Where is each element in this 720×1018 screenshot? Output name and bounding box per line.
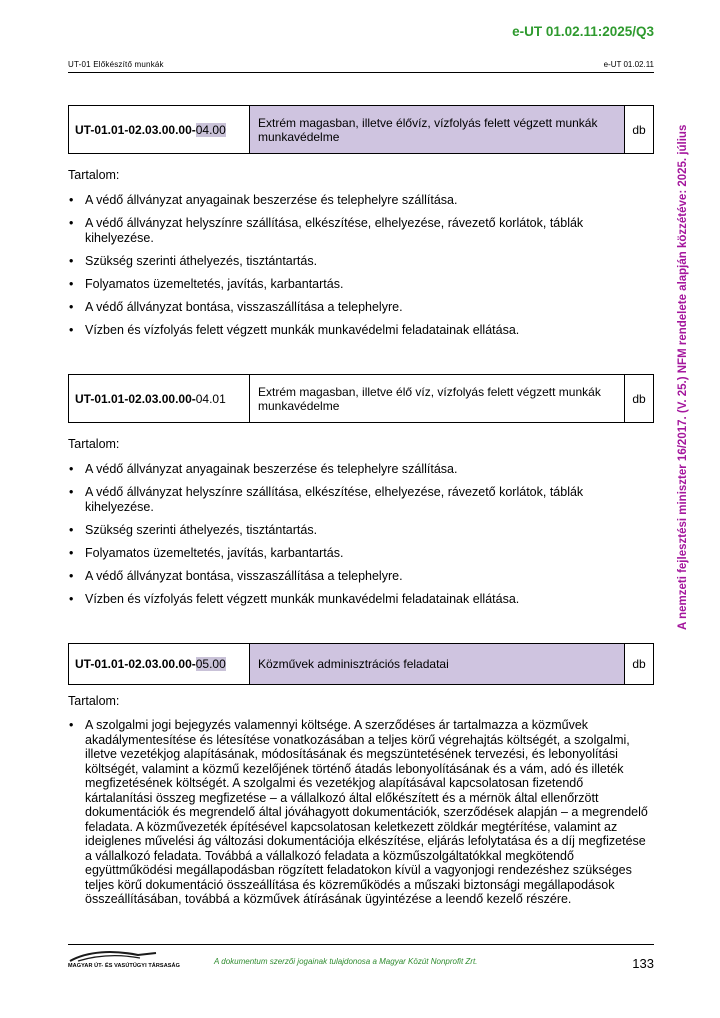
- list-item: • A védő állványzat bontása, visszaszállítása a telephelyre.: [68, 569, 654, 584]
- item-code-suffix: 04.00: [195, 122, 226, 137]
- logo-text: MAGYAR ÚT- ÉS VASÚTÜGYI TÁRSASÁG: [68, 963, 180, 969]
- item-unit: db: [625, 106, 654, 154]
- header-chapter: UT-01 Előkészítő munkák: [68, 60, 164, 69]
- document-code: e-UT 01.02.11:2025/Q3: [512, 24, 654, 39]
- list-item: • Vízben és vízfolyás felett végzett munkák munkavédelmi feladatainak ellátása.: [68, 592, 654, 607]
- footer-divider: [68, 944, 654, 945]
- list-item: • Folyamatos üzemeltetés, javítás, karbantartás.: [68, 546, 654, 561]
- item-code: UT-01.01-02.03.00.00-04.00: [69, 106, 250, 154]
- item-title: Extrém magasban, illetve élővíz, vízfolyás felett végzett munkák munkavédelme: [250, 106, 625, 154]
- logo-swoosh-icon: [68, 949, 158, 963]
- item-title: Extrém magasban, illetve élő víz, vízfolyás felett végzett munkák munkavédelme: [250, 375, 625, 423]
- content-label: Tartalom:: [68, 168, 120, 182]
- list-item: • A védő állványzat bontása, visszaszállítása a telephelyre.: [68, 300, 654, 315]
- publication-notice: A nemzeti fejlesztési miniszter 16/2017. (V. 25.) NFM rendelete alapján közzétéve: 2025. július: [677, 124, 689, 630]
- header-doc-ref: e-UT 01.02.11: [603, 60, 654, 69]
- item-code-suffix: 05.00: [195, 657, 226, 671]
- list-item: • A szolgalmi jogi bejegyzés valamennyi költsége. A szerződéses ár tartalmazza a közművek akadálymentesítése és létesítése vonatkozásában a teljes körű végrehajtás költségét, a szolgalmi, illetve vezetékjog alapításának, módosításának és megszüntetésének tervezési, és lebonyolítási költségét, valamint a közmű kezelőjének történő átadás lebonyolításának és a vám, adó és illeték megfizetésének költségét. A szolgalmi és vezetékjog alapításával kapcsolatosan fizetendő kártalanítási összeg megfizetése – a vállalkozó által előkészített és a mérnök által ellenőrzött dokumentációk és megrendelő által jóváhagyott dokumentációk, szerződések alapján – a megrendelő feladata. A közművezeték építésével kapcsolatosan keletkezett zöldkár megtérítése, valamint az ideiglenes művelési ág változási dokumentációja elkészítése, eljárás lefolytatása és a díj megfizetése a vállalkozó feladata. Továbbá a vállalkozó feladata a közműszolgáltatókkal megkötendő együttműködési megállapodásban rögzített feladatokon kívül a vagyonjogi rendezéshez szükséges teljes körű dokumentáció összeállítása és közreműködés a műszaki biztonsági megállapodások összeállításában, továbbá a közművek átírásának ügyintézése a leendő kezelő részére.: [68, 718, 654, 907]
- list-item: • A védő állványzat helyszínre szállítása, elkészítése, elhelyezése, rávezető korlátok, táblák kihelyezése.: [68, 485, 654, 514]
- item-bullet-list: [68, 193, 654, 346]
- list-item: • Szükség szerinti áthelyezés, tisztántartás.: [68, 254, 654, 269]
- page-header: [68, 58, 654, 73]
- item-unit: db: [625, 375, 654, 423]
- list-item: • A védő állványzat helyszínre szállítása, elkészítése, elhelyezése, rávezető korlátok, táblák kihelyezése.: [68, 216, 654, 245]
- item-code-suffix: 04.01: [195, 391, 226, 406]
- list-item: • Folyamatos üzemeltetés, javítás, karbantartás.: [68, 277, 654, 292]
- item-header-table: [68, 643, 654, 685]
- item-header-table: [68, 374, 654, 423]
- item-code: UT-01.01-02.03.00.00-05.00: [69, 644, 250, 685]
- list-item: • Vízben és vízfolyás felett végzett munkák munkavédelmi feladatainak ellátása.: [68, 323, 654, 338]
- list-item: • Szükség szerinti áthelyezés, tisztántartás.: [68, 523, 654, 538]
- item-code: UT-01.01-02.03.00.00-04.01: [69, 375, 250, 423]
- item-unit: db: [625, 644, 654, 685]
- list-item: • A védő állványzat anyagainak beszerzése és telephelyre szállítása.: [68, 193, 654, 208]
- company-logo: [68, 949, 180, 973]
- content-label: Tartalom:: [68, 437, 120, 451]
- item-bullet-list: [68, 718, 654, 915]
- item-bullet-list: [68, 462, 654, 615]
- list-item: • A védő állványzat anyagainak beszerzése és telephelyre szállítása.: [68, 462, 654, 477]
- content-label: Tartalom:: [68, 694, 120, 708]
- item-header-table: [68, 105, 654, 154]
- copyright-notice: A dokumentum szerzői jogainak tulajdonosa a Magyar Közút Nonprofit Zrt.: [214, 957, 478, 966]
- item-title: Közművek adminisztrációs feladatai: [250, 644, 625, 685]
- page-number: 133: [632, 956, 654, 971]
